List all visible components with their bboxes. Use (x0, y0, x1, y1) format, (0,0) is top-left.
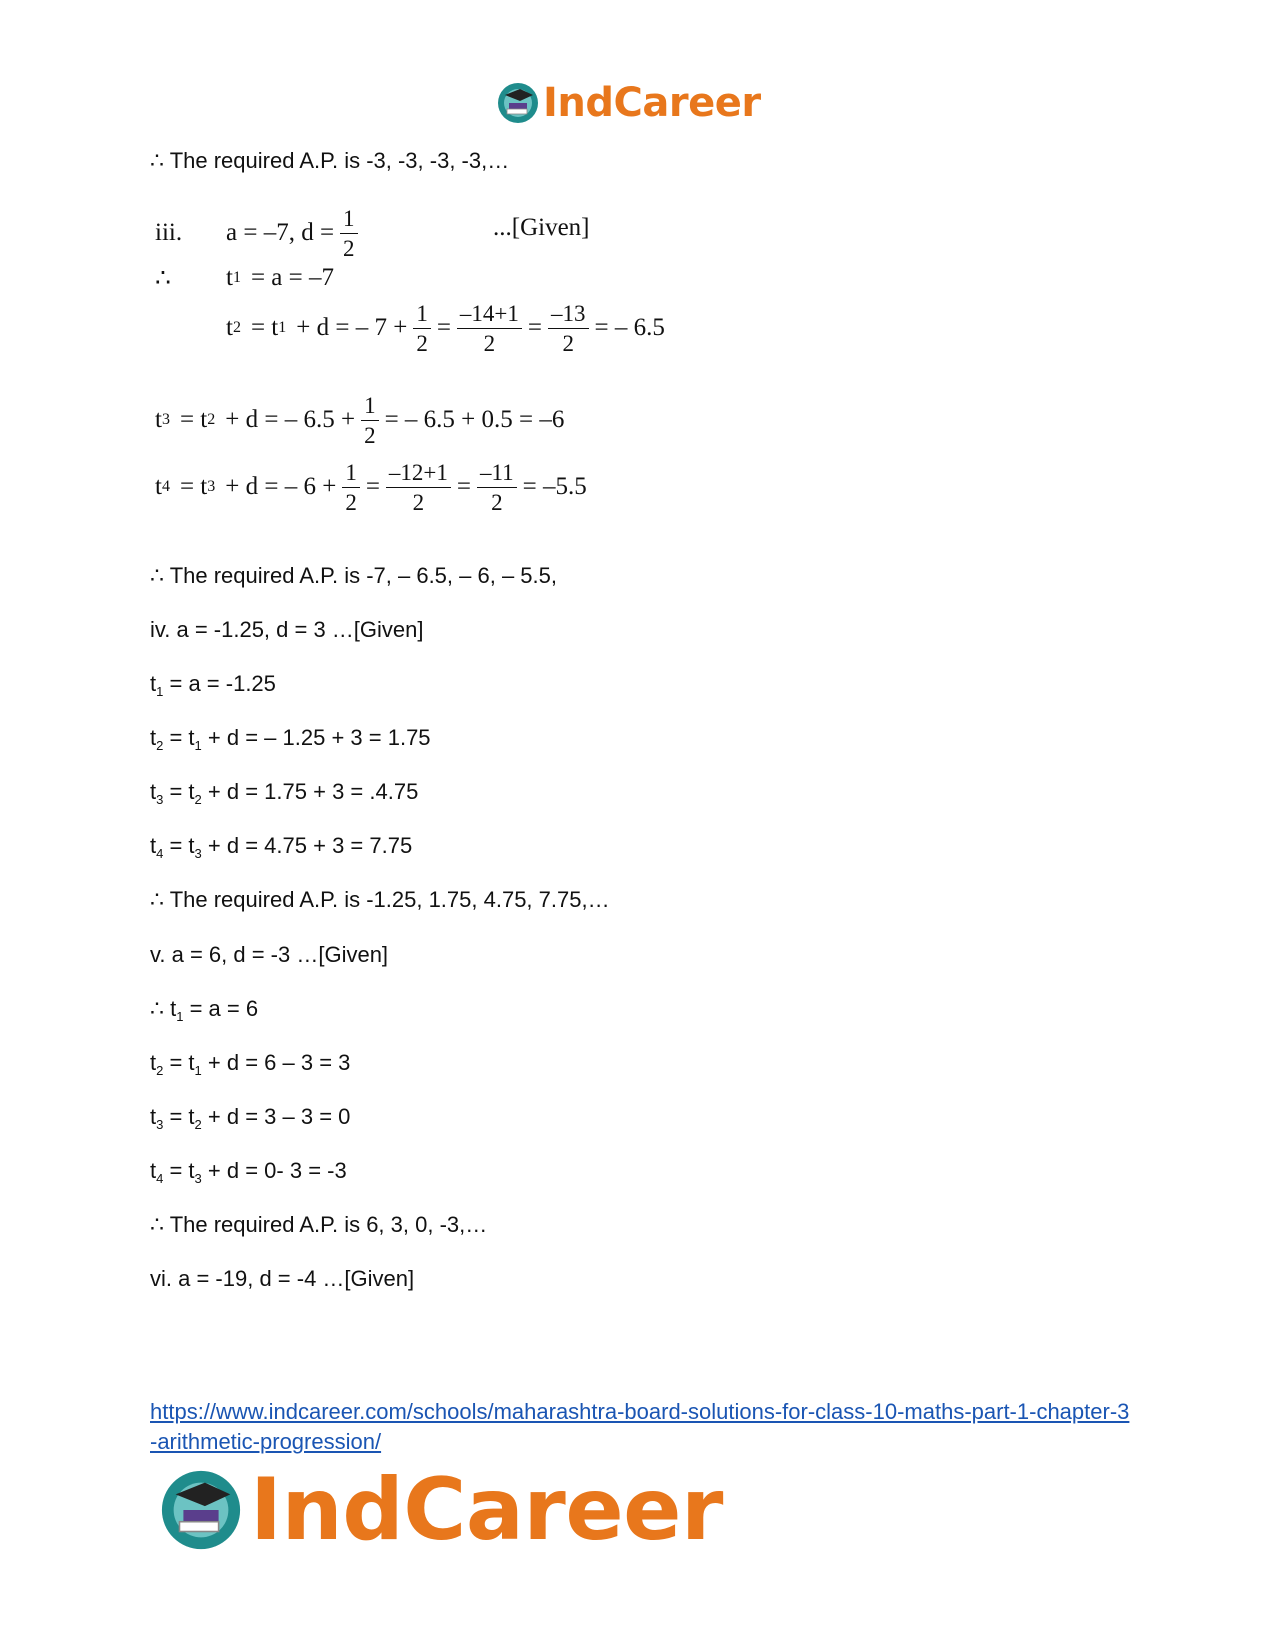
iv-t3-line: $t_3 = t_2 + d = 1.75 + 3 = .4.75$ (150, 779, 419, 807)
part-iv-given: iv. a = -1.25, d = 3 …[Given] (150, 617, 424, 642)
fraction-m14p1: $\frac{-14+1}{2}$ (457, 302, 522, 355)
fraction-m13: $\frac{-13}{2}$ (548, 302, 589, 355)
math-row-given (155, 203, 364, 263)
ap-result-line: ∴ The required A.P. is -7, – 6.5, – 6, – 5.5, (150, 563, 557, 588)
v-t3-line: $t_3 = t_2 + d = 3 - 3 = 0$ (150, 1104, 351, 1132)
v-t1-line: ∴ $t_1 = a = 6$ (150, 996, 259, 1024)
v-t4-line: $t_4 = t_3 + d = 0-$ 3 = -3 (150, 1158, 347, 1186)
part-label: iii. (155, 219, 183, 246)
therefore-symbol: ∴ (155, 265, 171, 292)
fraction-half: $\frac{1}{2}$ (340, 207, 358, 260)
iv-t2-line: $t_2 = t_1 + d$ = – 1.25 + 3 = 1.75 (150, 725, 431, 753)
part-v-given: v. a = 6, d = -3 …[Given] (150, 942, 389, 967)
logo-wordmark: IndCareer (543, 80, 761, 126)
ap-result-line: ∴ The required A.P. is -3, -3, -3, -3,… (150, 148, 510, 173)
fraction-half: $\frac{1}{2}$ (361, 394, 379, 447)
graduation-book-globe-icon (158, 1467, 244, 1553)
graduation-book-globe-icon (496, 81, 540, 125)
math-row-t2: t 2 = t 1 + d = – 7 + $\frac{1}{2}$ = $\frac{-14+1}{2}$ = $\frac{-13}{2}$ = – 6.5 (226, 300, 665, 356)
math-row-t1: ∴ t 1 = a = –7 (155, 264, 334, 292)
source-link[interactable]: https://www.indcareer.com/schools/maharashtra-board-solutions-for-class-10-maths-part-1-chapter-3-arithmetic-progression/ (150, 1399, 1130, 1454)
math-row-t4: t 4 = t 3 + d = – 6 + $\frac{1}{2}$ = $\frac{-12+1}{2}$ = $\frac{-11}{2}$ = –5.5 (155, 459, 587, 515)
fraction-m11: $\frac{-11}{2}$ (477, 461, 517, 514)
iv-t4-line: $t_4 = t_3 + d = 4.75 + 3 = 7.75$ (150, 833, 413, 861)
math-row-t3: t 3 = t 2 + d = – 6.5 + $\frac{1}{2}$ = – 6.5 + 0.5 = –6 (155, 392, 565, 448)
given-values: a = –7, d = (226, 219, 335, 246)
ap-result-line: ∴ The required A.P. is 6, 3, 0, -3,… (150, 1212, 488, 1237)
bottom-logo (158, 1462, 723, 1558)
fraction-half: $\frac{1}{2}$ (413, 302, 431, 355)
logo-wordmark: IndCareer (250, 1460, 723, 1560)
v-t2-line: $t_2 = t_1 + d = 6 - 3 = 3$ (150, 1050, 351, 1078)
fraction-half: $\frac{1}{2}$ (342, 461, 360, 514)
ap-result-line: ∴ The required A.P. is -1.25, 1.75, 4.75, 7.75,… (150, 887, 610, 912)
part-vi-given: vi. a = -19, d = -4 …[Given] (150, 1266, 415, 1291)
math-image-block (155, 203, 715, 523)
given-marker: ...[Given] (493, 214, 590, 241)
top-logo (496, 78, 761, 128)
fraction-m12p1: $\frac{-12+1}{2}$ (386, 461, 451, 514)
iv-t1-line: $t_1 = a = -1.25$ (150, 671, 276, 699)
